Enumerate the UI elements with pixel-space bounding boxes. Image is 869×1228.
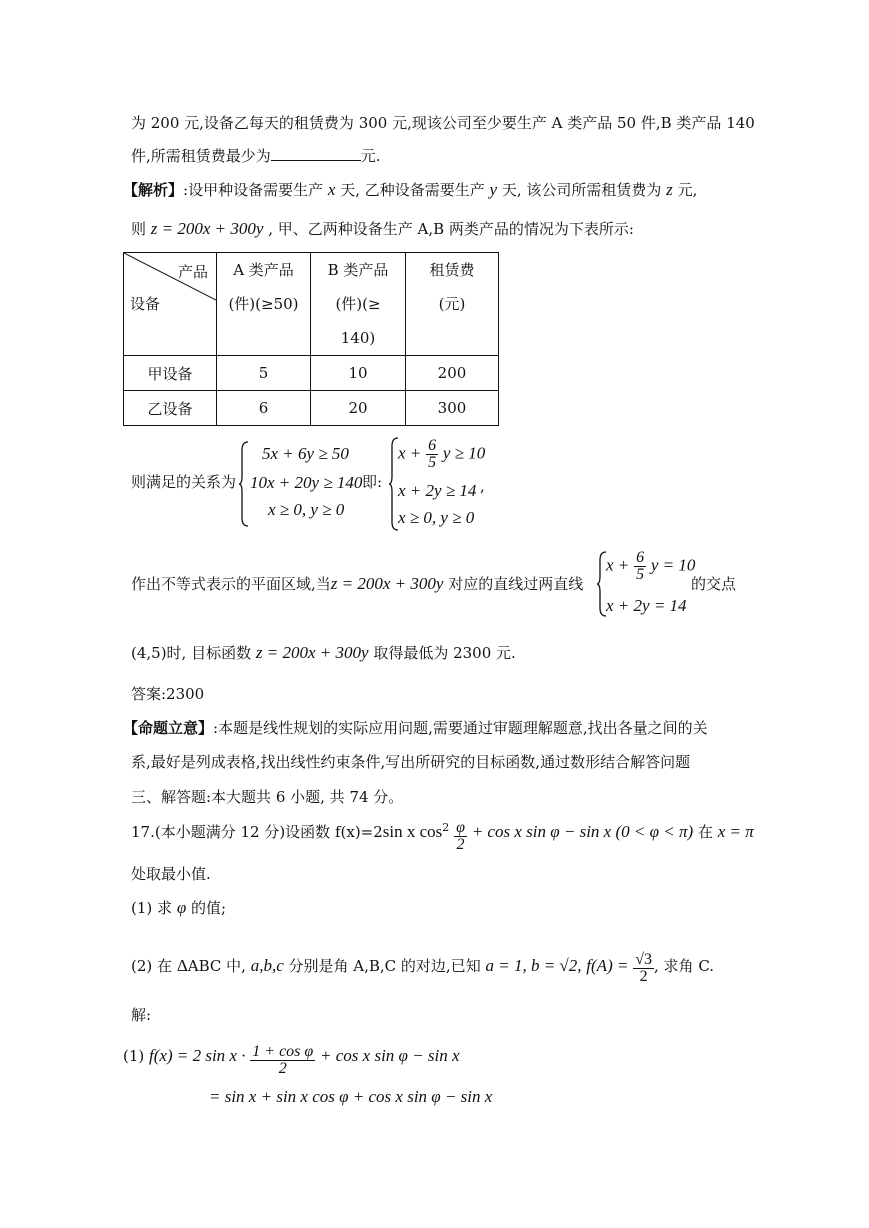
header-col-fee: [406, 253, 499, 356]
q17-expr-a: sin x cos: [382, 822, 443, 841]
intro-line-1: [131, 113, 755, 133]
intro-text-1: 为 200 元,设备乙每天的租赁费为 300 元,现该公司至少要生产 A 类产品 50 件,B 类产品 140: [131, 114, 755, 132]
comma: ,: [480, 477, 485, 495]
section-title: 三、解答题:本大题共 6 小题, 共 74 分。: [131, 788, 404, 806]
q17-part-1: [131, 898, 226, 918]
table-header-row: [124, 253, 499, 356]
fraction-sqrt3-half: [633, 952, 654, 985]
q17-text-a: 17.(本小题满分 12 分)设函数 f(x)=2: [131, 823, 383, 841]
constraint-2-2: x + 2y ≥ 14: [398, 481, 477, 500]
frac-den: 2: [639, 968, 648, 985]
row-device: 甲设备: [124, 356, 217, 391]
answer-text: 答案:2300: [131, 685, 205, 703]
var-z: z: [666, 180, 673, 199]
solution-line-1: [123, 1044, 460, 1077]
constraints-prefix: [131, 472, 236, 492]
region-text-b: 对应的直线过两直线: [448, 575, 584, 593]
corner-bottom-label: 设备: [130, 295, 161, 313]
var-y: y: [489, 180, 498, 199]
part1-text-a: (1) 求: [131, 899, 173, 917]
frac-num: √3: [635, 951, 653, 968]
q17-sup: 2: [442, 821, 450, 834]
solution-expr-b: + cos x sin φ − sin x: [320, 1046, 460, 1065]
analysis-text-c: 天, 该公司所需租赁费为: [501, 181, 662, 199]
col-fee-line-1: 租赁费: [429, 261, 475, 279]
intent-label: 【命题立意】: [123, 719, 214, 737]
q17-line-2: [131, 864, 211, 884]
solution-expr-2: = sin x + sin x cos φ + cos x sin φ − sin x: [209, 1087, 493, 1106]
var-x: x: [327, 180, 336, 199]
analysis-label: 【解析】: [123, 181, 184, 199]
fraction-one-plus-cos-phi-half: [250, 1044, 315, 1077]
left-brace-icon: [238, 440, 250, 528]
constraint-1: 5x + 6y ≥ 50: [262, 444, 349, 463]
table-row: [124, 391, 499, 426]
part2-text-b: ABC 中,: [187, 957, 246, 975]
q17-text-b: 在: [697, 823, 713, 841]
col-a-line-2: (件)(≥50): [228, 295, 299, 313]
rental-table: [123, 252, 499, 426]
part2-text-d: , 求角 C.: [654, 957, 715, 975]
constraint-2-1-a: x +: [398, 443, 422, 463]
line-eq-1-b: y = 10: [650, 555, 696, 575]
intent-line-1: [123, 718, 708, 738]
frac-num: φ: [456, 819, 465, 836]
part2-text-c: 分别是角 A,B,C 的对边,已知: [288, 957, 481, 975]
result-line: [131, 643, 516, 663]
solution-prefix: (1): [123, 1047, 145, 1065]
line-eq-1: [606, 550, 695, 583]
constraints-mid-text: 即:: [362, 473, 383, 491]
constraint-system-1: [238, 440, 368, 528]
q17-expr-c: x = π: [717, 822, 754, 841]
constraints-comma: [480, 476, 485, 496]
frac-den: 5: [636, 566, 645, 583]
row-a-value: 6: [217, 391, 311, 426]
answer-blank: [271, 146, 361, 161]
constraints-mid: [362, 472, 382, 492]
intent-line-2: [131, 752, 690, 772]
part1-text-b: 的值;: [191, 899, 227, 917]
result-text-a: (4,5)时, 目标函数: [131, 644, 252, 662]
constraint-3: x ≥ 0, y ≥ 0: [268, 500, 345, 519]
row-fee-value: 200: [406, 356, 499, 391]
fraction-phi-half: [454, 820, 467, 853]
region-line: [131, 574, 583, 594]
intent-text-2: 系,最好是列成表格,找出线性约束条件,写出所研究的目标函数,通过数形结合解答问题: [131, 753, 691, 771]
header-col-b: [311, 253, 406, 356]
analysis-prefix: 则: [131, 220, 147, 238]
fraction-six-fifths: [634, 550, 646, 583]
analysis-text-a: :设甲种设备需要生产: [183, 181, 324, 199]
part2-text-a: (2) 在: [131, 957, 173, 975]
fraction-six-fifths: [426, 438, 438, 471]
header-col-a: [217, 253, 311, 356]
line-eq-1-a: x +: [606, 555, 630, 575]
col-b-line-3: 140): [340, 329, 376, 347]
solution-label: [131, 1005, 151, 1025]
part2-fa: f(A) =: [586, 956, 629, 975]
part2-ab: a = 1, b = √2,: [485, 956, 582, 975]
solution-label-text: 解:: [131, 1006, 152, 1024]
q17-part-2: [131, 952, 714, 985]
intent-text-1: :本题是线性规划的实际应用问题,需要通过审题理解题意,找出各量之间的关: [213, 719, 708, 737]
col-fee-line-2: (元): [438, 295, 466, 313]
table-row: [124, 356, 499, 391]
frac-num: 6: [636, 549, 645, 566]
q17-text-2: 处取最小值.: [131, 865, 211, 883]
analysis-text-b: 天, 乙种设备需要生产: [340, 181, 485, 199]
frac-den: 5: [428, 454, 437, 471]
analysis-line-2: [131, 219, 634, 239]
objective-formula: z = 200x + 300y: [255, 643, 369, 662]
section-heading: [131, 787, 403, 807]
intro-text-2a: 件,所需租赁费最少为: [131, 147, 271, 165]
col-a-line-1: A 类产品: [233, 261, 294, 279]
analysis-suffix: , 甲、乙两种设备生产 A,B 两类产品的情况为下表所示:: [268, 220, 634, 238]
constraint-2: 10x + 20y ≥ 140: [250, 473, 363, 492]
objective-formula: z = 200x + 300y: [150, 219, 264, 238]
answer-line: [131, 684, 204, 704]
constraints-prefix-text: 则满足的关系为: [131, 473, 237, 491]
constraint-2-3: x ≥ 0, y ≥ 0: [398, 508, 475, 527]
intro-text-2b: 元.: [360, 147, 381, 165]
frac-num: 6: [428, 437, 437, 454]
solution-line-2: [209, 1087, 492, 1107]
row-a-value: 5: [217, 356, 311, 391]
result-text-b: 取得最低为 2300 元.: [373, 644, 516, 662]
frac-den: 2: [456, 836, 465, 853]
q17-expr-b: + cos x sin φ − sin x (0 < φ < π): [471, 822, 694, 841]
phi-symbol: φ: [176, 898, 187, 917]
row-device: 乙设备: [124, 391, 217, 426]
col-b-line-1: B 类产品: [327, 261, 389, 279]
constraint-2-1: [398, 438, 485, 471]
q17-line-1: [131, 818, 754, 853]
region-text-c: 的交点: [691, 575, 737, 593]
triangle-symbol: Δ: [176, 956, 188, 975]
objective-formula: z = 200x + 300y: [330, 574, 444, 593]
corner-cell: [124, 253, 217, 356]
row-fee-value: 300: [406, 391, 499, 426]
col-b-line-2: (件)(≥: [335, 295, 381, 313]
line-system: [596, 550, 706, 618]
row-b-value: 10: [311, 356, 406, 391]
solution-expr-a: f(x) = 2 sin x ·: [149, 1046, 246, 1065]
region-text-a: 作出不等式表示的平面区域,当: [131, 575, 331, 593]
intro-line-2: [131, 146, 381, 166]
corner-top-label: 产品: [177, 263, 208, 281]
constraint-2-1-b: y ≥ 10: [442, 443, 486, 463]
line-eq-2: x + 2y = 14: [606, 596, 687, 615]
analysis-text-d: 元,: [677, 181, 698, 199]
frac-den: 2: [278, 1060, 287, 1077]
region-suffix: [691, 574, 736, 594]
frac-num: 1 + cos φ: [252, 1043, 314, 1060]
row-b-value: 20: [311, 391, 406, 426]
analysis-line-1: [123, 180, 697, 200]
part2-vars: a,b,c: [250, 956, 284, 975]
